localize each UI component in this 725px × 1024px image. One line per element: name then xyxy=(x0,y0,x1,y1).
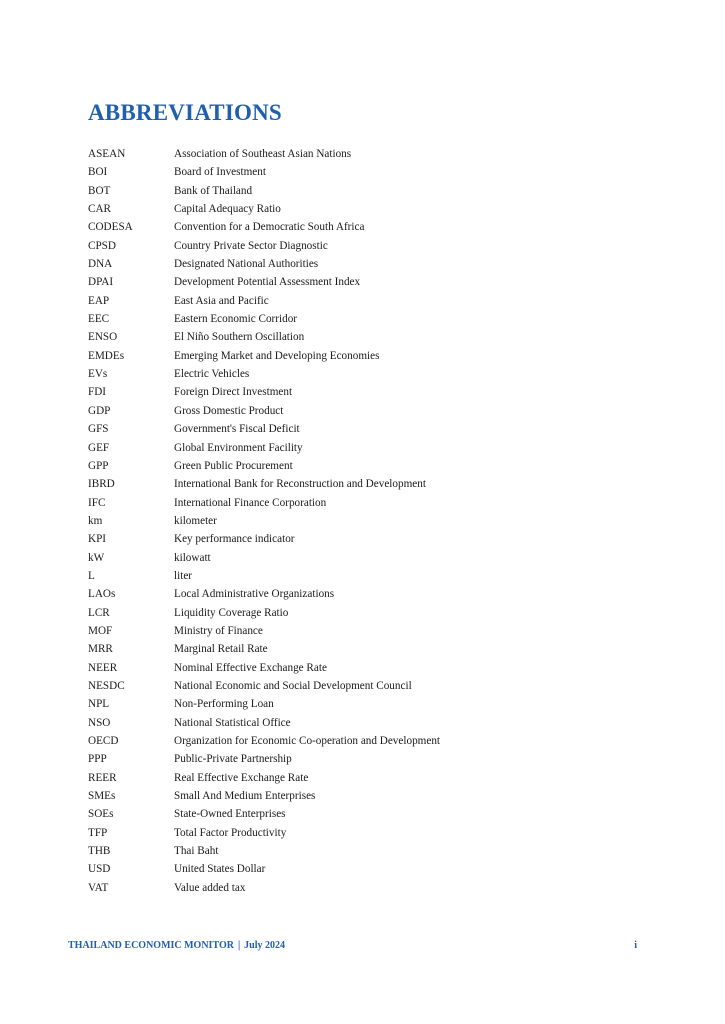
abbreviation-definition: Public-Private Partnership xyxy=(174,753,292,766)
abbreviation-row xyxy=(88,860,648,878)
abbreviation-term: SOEs xyxy=(88,808,114,821)
abbreviation-term: LCR xyxy=(88,606,110,619)
abbreviation-term: SMEs xyxy=(88,790,116,803)
abbreviation-term: GPP xyxy=(88,459,109,472)
abbreviation-row xyxy=(88,879,648,897)
abbreviation-definition: Country Private Sector Diagnostic xyxy=(174,239,328,252)
abbreviation-row xyxy=(88,365,648,383)
abbreviation-row xyxy=(88,182,648,200)
footer-publication: THAILAND ECONOMIC MONITOR xyxy=(68,940,234,951)
abbreviation-row xyxy=(88,805,648,823)
abbreviation-term: DPAI xyxy=(88,276,114,289)
abbreviation-definition: Nominal Effective Exchange Rate xyxy=(174,661,327,674)
abbreviation-definition: National Statistical Office xyxy=(174,716,291,729)
abbreviation-row xyxy=(88,549,648,567)
abbreviation-term: IFC xyxy=(88,496,106,509)
abbreviation-definition: Ministry of Finance xyxy=(174,624,263,637)
abbreviation-term: EEC xyxy=(88,313,110,326)
abbreviation-definition: Non-Performing Loan xyxy=(174,698,274,711)
abbreviation-term: kW xyxy=(88,551,105,564)
abbreviation-term: EMDEs xyxy=(88,349,125,362)
abbreviation-term: TFP xyxy=(88,826,108,839)
abbreviation-definition: El Niño Southern Oscillation xyxy=(174,331,305,344)
abbreviation-term: BOT xyxy=(88,184,111,197)
abbreviation-row xyxy=(88,475,648,493)
abbreviation-term: km xyxy=(88,514,103,527)
abbreviation-row xyxy=(88,383,648,401)
abbreviation-row xyxy=(88,200,648,218)
abbreviation-term: FDI xyxy=(88,386,107,399)
abbreviation-definition: Board of Investment xyxy=(174,166,266,179)
abbreviation-term: MOF xyxy=(88,624,113,637)
abbreviation-row xyxy=(88,567,648,585)
abbreviation-definition: Thai Baht xyxy=(174,845,219,858)
abbreviation-term: LAOs xyxy=(88,588,116,601)
abbreviation-row xyxy=(88,714,648,732)
abbreviation-row xyxy=(88,750,648,768)
abbreviation-row xyxy=(88,292,648,310)
abbreviation-row xyxy=(88,439,648,457)
abbreviation-term: REER xyxy=(88,771,117,784)
abbreviations-list xyxy=(88,145,648,897)
abbreviation-row xyxy=(88,695,648,713)
abbreviation-definition: Emerging Market and Developing Economies xyxy=(174,349,380,362)
abbreviation-term: EVs xyxy=(88,368,108,381)
abbreviation-row xyxy=(88,659,648,677)
abbreviation-row xyxy=(88,255,648,273)
page-title: ABBREVIATIONS xyxy=(88,100,282,125)
abbreviation-definition: Key performance indicator xyxy=(174,533,295,546)
abbreviation-row xyxy=(88,530,648,548)
abbreviation-row xyxy=(88,273,648,291)
footer-running-title xyxy=(68,940,285,951)
abbreviation-definition: Bank of Thailand xyxy=(174,184,253,197)
abbreviation-term: EAP xyxy=(88,294,110,307)
abbreviation-definition: East Asia and Pacific xyxy=(174,294,269,307)
abbreviation-definition: State-Owned Enterprises xyxy=(174,808,286,821)
footer-separator: | xyxy=(237,940,241,951)
abbreviation-definition: Gross Domestic Product xyxy=(174,404,284,417)
abbreviation-definition: Capital Adequacy Ratio xyxy=(174,203,281,216)
abbreviation-term: CODESA xyxy=(88,221,133,234)
abbreviation-definition: National Economic and Social Development Council xyxy=(174,679,412,692)
abbreviation-definition: United States Dollar xyxy=(174,863,266,876)
abbreviation-term: VAT xyxy=(88,881,109,894)
abbreviation-row xyxy=(88,237,648,255)
abbreviation-definition: liter xyxy=(174,569,193,582)
abbreviation-row xyxy=(88,420,648,438)
footer-date: July 2024 xyxy=(244,940,285,951)
abbreviation-definition: Marginal Retail Rate xyxy=(174,643,268,656)
abbreviation-definition: Convention for a Democratic South Africa xyxy=(174,221,365,234)
abbreviation-row xyxy=(88,347,648,365)
abbreviation-term: DNA xyxy=(88,258,113,271)
abbreviation-term: NEER xyxy=(88,661,118,674)
abbreviation-row xyxy=(88,677,648,695)
abbreviation-row xyxy=(88,402,648,420)
abbreviation-definition: Foreign Direct Investment xyxy=(174,386,293,399)
abbreviation-row xyxy=(88,163,648,181)
abbreviation-definition: Liquidity Coverage Ratio xyxy=(174,606,289,619)
abbreviation-definition: kilowatt xyxy=(174,551,211,564)
abbreviation-definition: Small And Medium Enterprises xyxy=(174,790,316,803)
abbreviation-term: THB xyxy=(88,845,111,858)
abbreviation-term: USD xyxy=(88,863,111,876)
abbreviation-row xyxy=(88,622,648,640)
abbreviation-term: GEF xyxy=(88,441,110,454)
abbreviation-definition: Designated National Authorities xyxy=(174,258,319,271)
abbreviation-term: ASEAN xyxy=(88,148,126,160)
abbreviation-row xyxy=(88,769,648,787)
abbreviation-row xyxy=(88,732,648,750)
abbreviation-term: OECD xyxy=(88,735,119,747)
abbreviation-row xyxy=(88,218,648,236)
abbreviation-term: BOI xyxy=(88,166,108,179)
abbreviation-definition: Organization for Economic Co-operation and Development xyxy=(174,735,441,747)
abbreviation-term: ENSO xyxy=(88,331,118,344)
abbreviation-term: L xyxy=(88,569,95,582)
abbreviation-definition: Association of Southeast Asian Nations xyxy=(174,148,352,160)
abbreviation-row xyxy=(88,842,648,860)
abbreviation-definition: Real Effective Exchange Rate xyxy=(174,771,309,784)
abbreviation-definition: International Finance Corporation xyxy=(174,496,327,509)
abbreviation-definition: Global Environment Facility xyxy=(174,441,303,454)
abbreviation-definition: Total Factor Productivity xyxy=(174,826,287,839)
abbreviation-term: IBRD xyxy=(88,478,115,491)
abbreviation-row xyxy=(88,494,648,512)
abbreviation-definition: Eastern Economic Corridor xyxy=(174,313,298,326)
abbreviation-row xyxy=(88,328,648,346)
abbreviation-definition: Value added tax xyxy=(174,881,246,894)
abbreviation-definition: Green Public Procurement xyxy=(174,459,293,472)
abbreviation-term: CPSD xyxy=(88,239,116,252)
abbreviation-row xyxy=(88,585,648,603)
abbreviation-row xyxy=(88,145,648,163)
abbreviation-row xyxy=(88,824,648,842)
abbreviation-row xyxy=(88,457,648,475)
abbreviation-row xyxy=(88,512,648,530)
abbreviation-row xyxy=(88,787,648,805)
abbreviation-term: GDP xyxy=(88,404,111,417)
abbreviation-definition: Government's Fiscal Deficit xyxy=(174,423,300,436)
abbreviation-definition: Development Potential Assessment Index xyxy=(174,276,361,289)
abbreviation-definition: Electric Vehicles xyxy=(174,368,250,381)
abbreviation-term: NSO xyxy=(88,716,111,729)
abbreviation-definition: kilometer xyxy=(174,514,217,527)
abbreviation-term: PPP xyxy=(88,753,107,766)
abbreviation-term: NESDC xyxy=(88,679,125,692)
abbreviation-term: GFS xyxy=(88,423,109,436)
footer-page-number: i xyxy=(634,940,637,951)
abbreviation-term: NPL xyxy=(88,698,110,711)
abbreviation-term: CAR xyxy=(88,203,112,216)
abbreviation-row xyxy=(88,604,648,622)
abbreviation-definition: Local Administrative Organizations xyxy=(174,588,335,601)
abbreviation-term: MRR xyxy=(88,643,113,656)
abbreviation-term: KPI xyxy=(88,533,107,546)
abbreviation-row xyxy=(88,640,648,658)
page-footer xyxy=(68,940,637,951)
abbreviation-row xyxy=(88,310,648,328)
abbreviation-definition: International Bank for Reconstruction and Development xyxy=(174,478,426,491)
